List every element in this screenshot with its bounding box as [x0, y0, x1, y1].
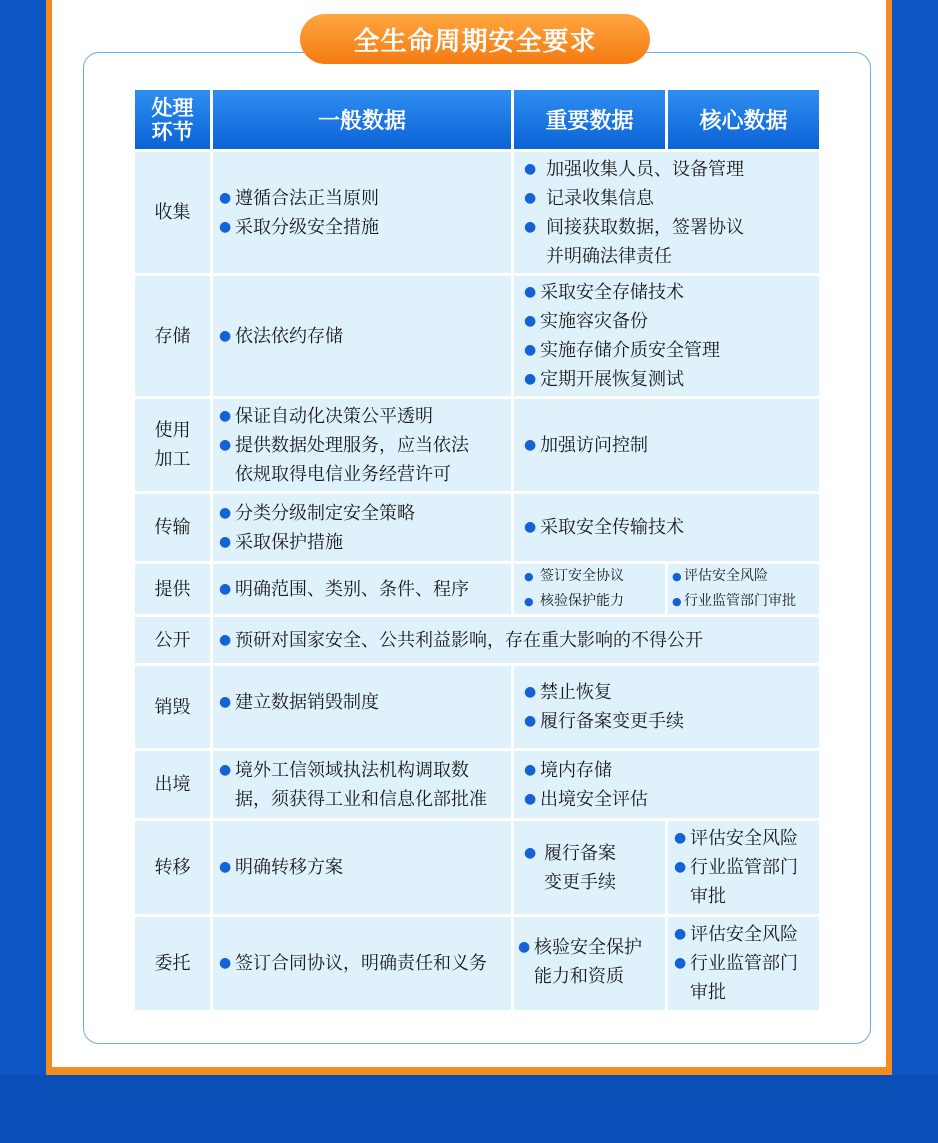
stage-cell: 公开	[135, 617, 210, 663]
table-row	[135, 399, 819, 491]
stage-cell: 委托	[135, 917, 210, 1010]
bullet-icon: ●	[518, 939, 531, 955]
bullet-icon: ●	[219, 955, 232, 971]
stage-cell: 传输	[135, 494, 210, 561]
page-title: 全生命周期安全要求	[300, 14, 650, 64]
bullet-icon: ●	[674, 926, 687, 942]
list-item-continuation: 能力和资质	[534, 966, 624, 987]
stage-cell: 转移	[135, 821, 210, 914]
list-item: ● 预研对国家安全、公共利益影响，存在重大影响的不得公开	[219, 626, 815, 655]
table-row	[135, 666, 819, 748]
general-cell	[213, 617, 819, 663]
list-item-continuation: 审批	[690, 982, 726, 1003]
list-item: ● 出境安全评估	[524, 785, 815, 814]
list-item: ● 核验安全保护	[518, 933, 661, 962]
header-important: 重要数据	[514, 90, 665, 149]
bullet-icon: ●	[524, 845, 537, 861]
list-item: ● 签订安全协议	[524, 564, 661, 589]
list-item: ● 遵循合法正当原则	[219, 184, 507, 213]
important-core-cell	[514, 494, 819, 561]
list-item: ● 行业监管部门	[674, 853, 815, 882]
list-item: ● 行业监管部门	[674, 949, 815, 978]
list-item: ● 履行备案变更手续	[524, 707, 815, 736]
list-item: ● 行业监管部门审批	[672, 589, 817, 614]
list-item: ● 保证自动化决策公平透明	[219, 402, 507, 431]
list-item: ● 明确范围、类别、条件、程序	[219, 575, 507, 604]
general-cell	[213, 564, 511, 614]
important-core-cell	[514, 399, 819, 491]
list-item: ● 间接获取数据，签署协议	[524, 213, 815, 242]
list-item: ● 采取安全存储技术	[524, 278, 815, 307]
list-item: ● 核验保护能力	[524, 589, 661, 614]
bullet-icon: ●	[524, 189, 537, 206]
bullet-icon: ●	[674, 955, 687, 971]
list-item: ● 禁止恢复	[524, 678, 815, 707]
bullet-icon: ●	[219, 218, 232, 235]
stage-cell: 存储	[135, 276, 210, 396]
bullet-icon: ●	[524, 713, 537, 729]
header-row	[135, 90, 819, 149]
bullet-icon: ●	[524, 342, 537, 358]
right-border-band	[892, 0, 938, 1075]
security-requirements-table	[132, 87, 822, 1013]
list-item-continuation: 变更手续	[544, 872, 616, 893]
table-row	[135, 751, 819, 818]
list-item: ● 实施存储介质安全管理	[524, 336, 815, 365]
bullet-icon: ●	[219, 327, 232, 344]
bullet-icon: ●	[219, 504, 232, 521]
core-cell	[668, 821, 819, 914]
bullet-icon: ●	[219, 859, 232, 875]
bullet-icon: ●	[219, 533, 232, 550]
stage-cell: 使用 加工	[135, 399, 210, 491]
list-item: ● 评估安全风险	[674, 920, 815, 949]
core-cell	[668, 917, 819, 1010]
general-cell	[213, 494, 511, 561]
table-row	[135, 152, 819, 273]
bullet-icon: ●	[524, 436, 537, 453]
bullet-icon: ●	[674, 830, 687, 846]
bullet-icon: ●	[524, 284, 537, 300]
bullet-icon: ●	[524, 160, 537, 177]
bullet-icon: ●	[674, 859, 687, 875]
bullet-icon: ●	[219, 631, 232, 648]
bullet-icon: ●	[524, 519, 537, 535]
bullet-icon: ●	[524, 570, 534, 583]
bullet-icon: ●	[524, 761, 537, 778]
list-item: ● 评估安全风险	[674, 824, 815, 853]
table-row	[135, 276, 819, 396]
bullet-icon: ●	[219, 580, 232, 597]
list-item: ● 实施容灾备份	[524, 307, 815, 336]
list-item: ● 签订合同协议，明确责任和义务	[219, 949, 507, 978]
stage-cell: 收集	[135, 152, 210, 273]
general-cell	[213, 917, 511, 1010]
list-item: ● 提供数据处理服务，应当依法	[219, 431, 507, 460]
bullet-icon: ●	[524, 371, 537, 387]
bullet-icon: ●	[219, 189, 232, 206]
list-item: ● 采取安全传输技术	[524, 513, 815, 542]
general-cell	[213, 751, 511, 818]
list-item-continuation: 依规取得电信业务经营许可	[235, 463, 451, 485]
bullet-icon: ●	[219, 761, 232, 778]
list-item-continuation: 据，须获得工业和信息化部批准	[235, 788, 487, 810]
stage-cell: 提供	[135, 564, 210, 614]
bullet-icon: ●	[524, 313, 537, 329]
list-item: ● 依法依约存储	[219, 322, 507, 351]
bullet-icon: ●	[524, 684, 537, 700]
header-general: 一般数据	[213, 90, 511, 149]
bullet-icon: ●	[219, 436, 232, 453]
list-item: ● 定期开展恢复测试	[524, 365, 815, 394]
list-item: ● 采取分级安全措施	[219, 213, 507, 242]
list-item: ● 明确转移方案	[219, 853, 507, 882]
bullet-icon: ●	[524, 218, 537, 235]
important-cell	[514, 821, 665, 914]
bullet-icon: ●	[672, 595, 682, 608]
important-core-cell	[514, 666, 819, 748]
list-item: ● 加强收集人员、设备管理	[524, 155, 815, 184]
stage-cell: 出境	[135, 751, 210, 818]
table-row	[135, 917, 819, 1010]
list-item-continuation: 审批	[690, 886, 726, 907]
general-cell	[213, 399, 511, 491]
left-border-band	[0, 0, 46, 1075]
table-row	[135, 564, 819, 614]
bullet-icon: ●	[524, 790, 537, 807]
bullet-icon: ●	[672, 570, 682, 583]
list-item: ● 加强访问控制	[524, 431, 815, 460]
bullet-icon: ●	[219, 694, 232, 710]
list-item: ● 履行备案	[524, 839, 661, 868]
important-core-cell	[514, 751, 819, 818]
bullet-icon: ●	[524, 595, 534, 608]
table-row	[135, 494, 819, 561]
list-item: ● 分类分级制定安全策略	[219, 499, 507, 528]
table-row	[135, 821, 819, 914]
stage-cell: 销毁	[135, 666, 210, 748]
general-cell	[213, 666, 511, 748]
list-item: ● 记录收集信息	[524, 184, 815, 213]
list-item: ● 评估安全风险	[672, 564, 817, 589]
core-cell	[668, 564, 819, 614]
table-row	[135, 617, 819, 663]
list-item: ● 建立数据销毁制度	[219, 688, 507, 717]
important-core-cell	[514, 276, 819, 396]
list-item: ● 采取保护措施	[219, 528, 507, 557]
header-stage: 处理 环节	[135, 90, 210, 149]
important-core-cell	[514, 152, 819, 273]
important-cell	[514, 917, 665, 1010]
header-core: 核心数据	[668, 90, 819, 149]
general-cell	[213, 276, 511, 396]
bullet-icon: ●	[219, 407, 232, 424]
list-item: ● 境内存储	[524, 756, 815, 785]
list-item-continuation: 并明确法律责任	[546, 245, 672, 267]
general-cell	[213, 152, 511, 273]
general-cell	[213, 821, 511, 914]
list-item: ● 境外工信领域执法机构调取数	[219, 756, 507, 785]
important-cell	[514, 564, 665, 614]
